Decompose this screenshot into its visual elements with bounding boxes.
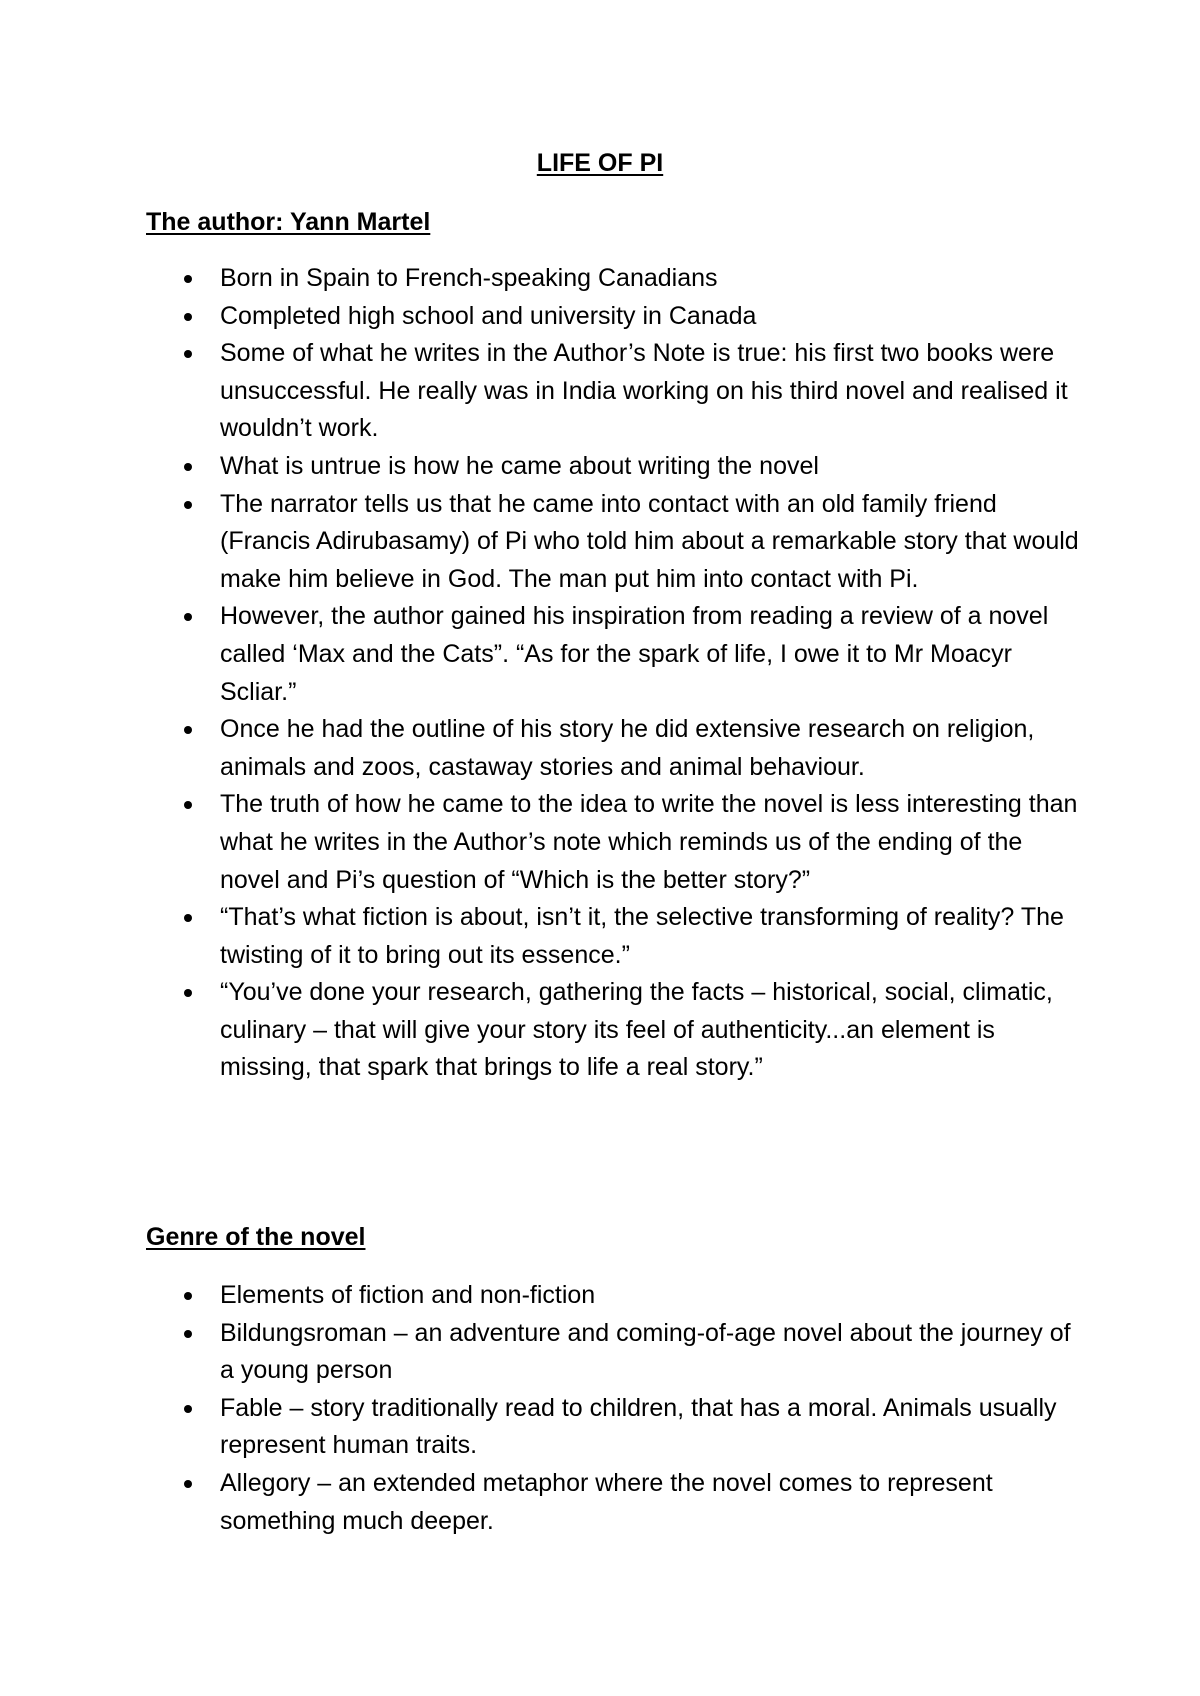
list-item: The truth of how he came to the idea to write the novel is less interesting than what he writes in the Author’s note which reminds us of the ending of the novel and Pi’s question of “Which is the better story?”: [0, 786, 1200, 899]
bullet-icon: [184, 613, 192, 621]
list-item: Completed high school and university in Canada: [0, 298, 1200, 336]
list-item: Fable – story traditionally read to children, that has a moral. Animals usually represent human traits.: [0, 1390, 1200, 1465]
document-title-text: LIFE OF PI: [536, 149, 664, 177]
list-item: “That’s what fiction is about, isn’t it, the selective transforming of reality? The twisting of it to bring out its essence.”: [0, 899, 1200, 974]
list-item: Elements of fiction and non-fiction: [0, 1277, 1200, 1315]
section-heading-genre: Genre of the novel: [146, 1223, 366, 1251]
bullet-icon: [184, 313, 192, 321]
list-item: Born in Spain to French-speaking Canadians: [0, 260, 1200, 298]
bullet-icon: [184, 989, 192, 997]
bullet-icon: [184, 275, 192, 283]
author-bullet-list: [0, 260, 1200, 1087]
list-item: The narrator tells us that he came into contact with an old family friend (Francis Adirubasamy) of Pi who told him about a remarkable story that would make him believe in God. The man put him into contact with Pi.: [0, 486, 1200, 599]
bullet-icon: [184, 463, 192, 471]
bullet-icon: [184, 501, 192, 509]
list-item: “You’ve done your research, gathering the facts – historical, social, climatic, culinary – that will give your story its feel of authenticity...an element is missing, that spark that brings to life a real story.”: [0, 974, 1200, 1087]
list-item: Some of what he writes in the Author’s Note is true: his first two books were unsuccessful. He really was in India working on his third novel and realised it wouldn’t work.: [0, 335, 1200, 448]
bullet-icon: [184, 350, 192, 358]
list-item: Once he had the outline of his story he did extensive research on religion, animals and zoos, castaway stories and animal behaviour.: [0, 711, 1200, 786]
section-heading-author: The author: Yann Martel: [146, 208, 431, 236]
bullet-icon: [184, 801, 192, 809]
list-item: However, the author gained his inspiration from reading a review of a novel called ‘Max and the Cats”. “As for the spark of life, I owe it to Mr Moacyr Scliar.”: [0, 598, 1200, 711]
bullet-icon: [184, 726, 192, 734]
genre-bullet-list: [0, 1277, 1200, 1540]
document-title: [0, 148, 1200, 178]
list-item: Bildungsroman – an adventure and coming-of-age novel about the journey of a young person: [0, 1315, 1200, 1390]
bullet-icon: [184, 1330, 192, 1338]
bullet-icon: [184, 914, 192, 922]
list-item: Allegory – an extended metaphor where the novel comes to represent something much deeper.: [0, 1465, 1200, 1540]
list-item: What is untrue is how he came about writing the novel: [0, 448, 1200, 486]
bullet-icon: [184, 1480, 192, 1488]
bullet-icon: [184, 1292, 192, 1300]
bullet-icon: [184, 1405, 192, 1413]
